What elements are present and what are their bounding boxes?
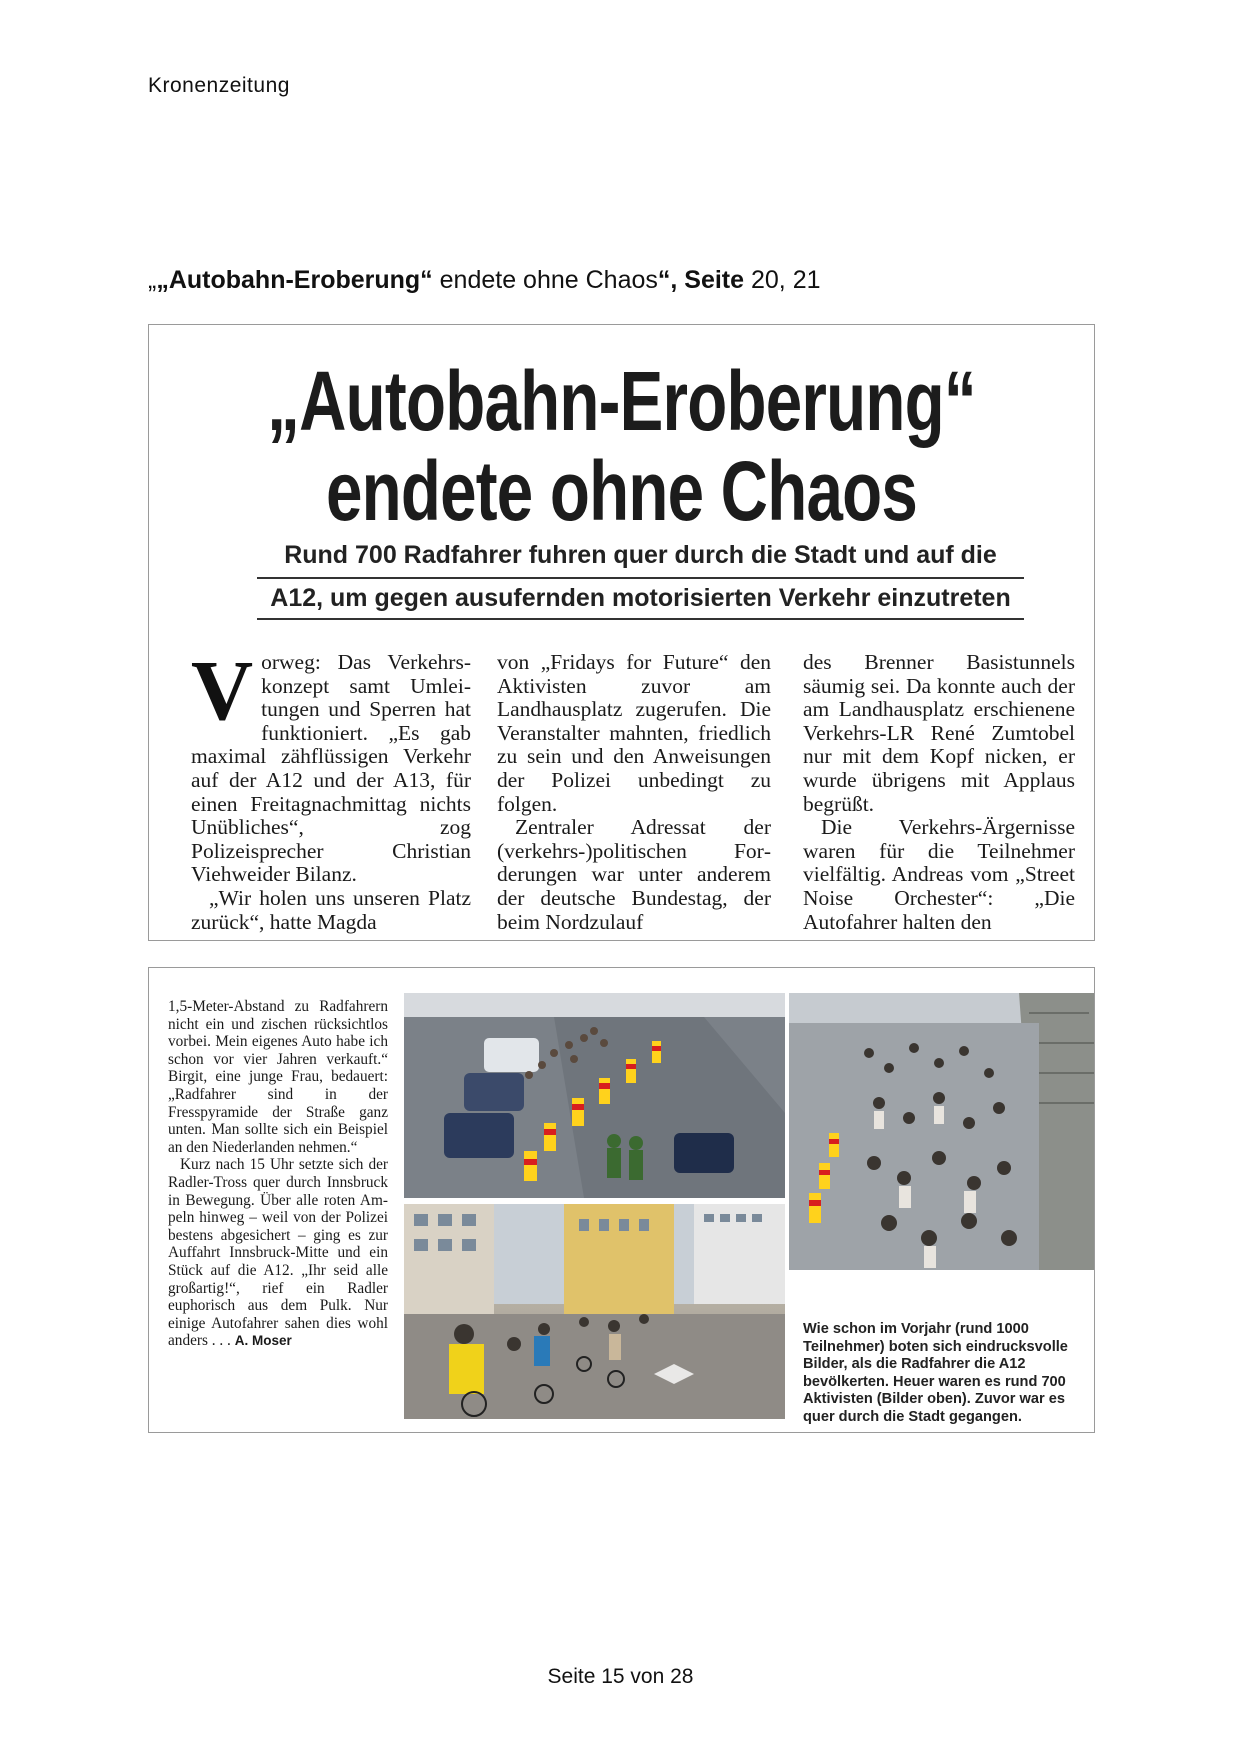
continuation-paragraph-1: 1,5-Meter-Abstand zu Radfahrern nicht ein und zischen rücksichtlos vorbei. Mein eigenes Auto habe ich schon vor vier Jahren verkauft.“ Birgit, eine junge Frau, bedauert: „Radfahrer sind in der Fresspyramide der Straße ganz unten. Man sollte sich ein Beispiel an den Niederlanden nehmen.“ bbox=[168, 998, 388, 1156]
photo-cyclists-motorway bbox=[789, 993, 1095, 1270]
source-label: Kronenzeitung bbox=[148, 74, 290, 97]
photo-motorway-police-illustration bbox=[404, 993, 785, 1198]
subheadline-line-2: A12, um gegen ausufernden motorisierten Verkehr einzutreten bbox=[270, 584, 1011, 612]
article-clipping-top bbox=[148, 324, 1095, 941]
subheadline-rule-2 bbox=[257, 618, 1024, 620]
author-byline: A. Moser bbox=[234, 1333, 292, 1349]
article-column-3 bbox=[803, 651, 1075, 934]
article-column-1 bbox=[191, 642, 471, 934]
photo-cyclists-city-illustration bbox=[404, 1204, 785, 1419]
continuation-paragraph-2 bbox=[168, 1156, 388, 1350]
photo-motorway-police bbox=[404, 993, 785, 1198]
title-pages: 20, 21 bbox=[744, 266, 821, 294]
title-open-quote: „ bbox=[148, 266, 157, 294]
column-3-paragraph-1: des Brenner Basistunnels säumig sei. Da konnte auch der am Landhausplatz erschienene Verkehrs-LR René Zumtobel nur mit dem Kopf nicken, er wurde übrigens mit Applaus begrüßt. bbox=[803, 650, 1075, 816]
continuation-paragraph-2-text: Kurz nach 15 Uhr setzte sich der Radler-Tross quer durch Innsbruck in Bewegung. Über alle roten Ampeln hinweg – weil von der Polizei bestens abgesichert – ging es zur Auffahrt Innsbruck-Mitte und ein Stück auf die A12. „Ihr seid alle großartig!“, rief ein Radler euphorisch aus dem Pulk. Nur einige Autofahrer sahen dies wohl anders . . . bbox=[168, 1156, 388, 1350]
column-2-paragraph-1: von „Fridays for Future“ den Aktivisten zuvor am Landhausplatz zugerufen. Die Veranstalter mahnten, friedlich zu sein und den Anweisungen der Polizei unbedingt zu folgen. bbox=[497, 650, 771, 816]
column-3-paragraph-2: Die Verkehrs-Ärgernisse waren für die Teilnehmer vielfältig. Andreas vom „Street Noise Orchester“: „Die Autofahrer halten den bbox=[803, 815, 1075, 934]
photo-caption: Wie schon im Vorjahr (rund 1000 Teilnehmer) boten sich eindrucksvolle Bilder, als die Radfahrer die A12 bevölkerten. Heuer waren es rund 700 Aktivisten (Bilder oben). Zuvor war es quer durch die Stadt gegangen. bbox=[803, 1321, 1068, 1425]
title-bold-part: „Autobahn-Eroberung“ bbox=[156, 266, 433, 294]
drop-cap: V bbox=[191, 642, 254, 738]
article-column-2 bbox=[497, 651, 771, 934]
article-clipping-bottom bbox=[148, 967, 1095, 1433]
document-title bbox=[148, 266, 821, 295]
photo-cyclists-city bbox=[404, 1204, 785, 1419]
page-number: Seite 15 von 28 bbox=[547, 1665, 694, 1688]
title-close-quote: “, bbox=[657, 266, 685, 294]
subheadline-line-1: Rund 700 Radfahrer fuhren quer durch die Stadt und auf die bbox=[284, 541, 997, 569]
headline-line-2: endete ohne Chaos bbox=[325, 444, 918, 538]
column-1-paragraph-2: „Wir holen uns unseren Platz zurück“, hatte Magda bbox=[191, 885, 471, 934]
photo-cyclists-motorway-illustration bbox=[789, 993, 1095, 1270]
column-2-paragraph-2: Zentraler Adressat der (verkehrs-)politischen Forderungen war unter anderem der deutsche Bundestag, der beim Nordzulauf bbox=[497, 815, 771, 934]
continuation-text bbox=[168, 998, 388, 1350]
column-1-paragraph-1: orweg: Das Verkehrskonzept samt Umleitungen und Sperren hat funktioniert. „Es gab maximal zähflüssigen Verkehr auf der A12 und der A13, für einen Freitagnachmittag nichts Unübliches“, zog Polizeisprecher Christian Viehweider Bilanz. bbox=[191, 650, 471, 887]
title-page-label: Seite bbox=[684, 266, 745, 294]
title-regular-part: endete ohne Chaos bbox=[432, 266, 658, 294]
subheadline-rule-1 bbox=[257, 577, 1024, 579]
headline-line-1: „Autobahn-Eroberung“ bbox=[267, 354, 976, 448]
